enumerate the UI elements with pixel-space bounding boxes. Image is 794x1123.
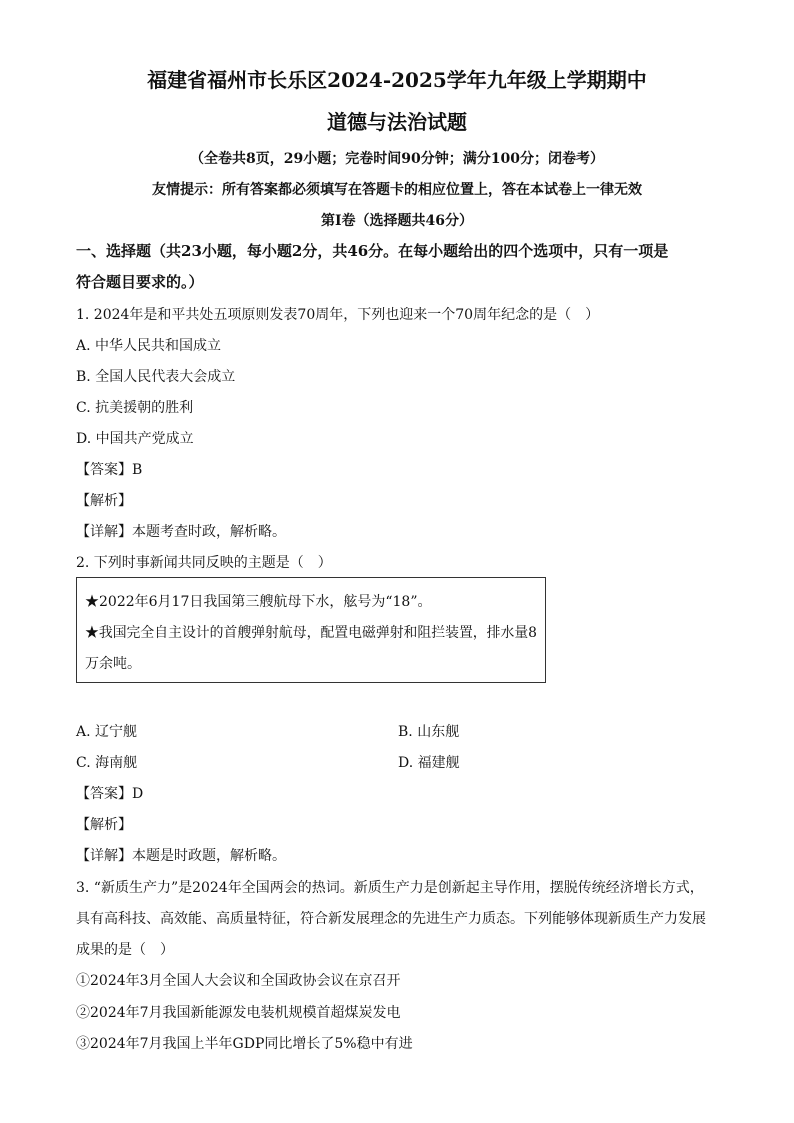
exam-info: （全卷共8页，29小题；完卷时间90分钟；满分100分；闭卷考） — [190, 151, 604, 167]
q1-detail: 【详解】本题考查时政，解析略。 — [76, 524, 286, 540]
q1-answer: 【答案】B — [76, 462, 143, 478]
q2-answer: 【答案】D — [76, 786, 144, 802]
news-item-2: ★我国完全自主设计的首艘弹射航母，配置电磁弹射和阻拦装置，排水量8 — [85, 625, 537, 641]
exam-notice: 友情提示：所有答案都必须填写在答题卡的相应位置上，答在本试卷上一律无效 — [152, 182, 642, 198]
q2-analysis: 【解析】 — [76, 817, 132, 833]
question-3-stem-end: 成果的是（ ） — [76, 942, 174, 958]
q2-option-b: B. 山东舰 — [398, 724, 460, 740]
question-1-stem: 1. 2024年是和平共处五项原则发表70周年，下列也迎来一个70周年纪念的是（ ） — [76, 307, 600, 323]
section-heading: 一、选择题（共23小题，每小题2分，共46分。在每小题给出的四个选项中，只有一项是 — [76, 242, 669, 260]
news-item-2-cont: 万余吨。 — [85, 656, 141, 672]
q1-analysis: 【解析】 — [76, 493, 132, 509]
q1-option-a: A. 中华人民共和国成立 — [76, 338, 222, 354]
q2-option-a: A. 辽宁舰 — [76, 724, 138, 740]
q2-option-c: C. 海南舰 — [76, 755, 138, 771]
news-item-1: ★2022年6月17日我国第三艘航母下水，舷号为“18”。 — [85, 594, 432, 610]
q2-option-d: D. 福建舰 — [398, 755, 460, 771]
question-3-stem: 3. “新质生产力”是2024年全国两会的热词。新质生产力是创新起主导作用，摆脱传统经济增长方式， — [76, 880, 704, 896]
q3-item-2: ②2024年7月我国新能源发电装机规模首超煤炭发电 — [76, 1005, 401, 1021]
q1-option-b: B. 全国人民代表大会成立 — [76, 369, 236, 385]
question-2-stem: 2. 下列时事新闻共同反映的主题是（ ） — [76, 555, 332, 571]
q3-item-1: ①2024年3月全国人大会议和全国政协会议在京召开 — [76, 973, 401, 989]
q3-item-3: ③2024年7月我国上半年GDP同比增长了5%稳中有进 — [76, 1036, 413, 1052]
question-3-stem-cont: 具有高科技、高效能、高质量特征，符合新发展理念的先进生产力质态。下列能够体现新质生产力发展 — [76, 911, 706, 927]
news-box — [76, 577, 546, 683]
section-heading-cont: 符合题目要求的。） — [76, 273, 204, 291]
exam-subject: 道德与法治试题 — [327, 110, 467, 134]
q1-option-c: C. 抗美援朝的胜利 — [76, 400, 194, 416]
q2-detail: 【详解】本题是时政题，解析略。 — [76, 848, 286, 864]
volume-heading: 第Ⅰ卷（选择题共46分） — [320, 213, 474, 229]
q1-option-d: D. 中国共产党成立 — [76, 431, 194, 447]
exam-title: 福建省福州市长乐区2024-2025学年九年级上学期期中 — [147, 68, 647, 92]
